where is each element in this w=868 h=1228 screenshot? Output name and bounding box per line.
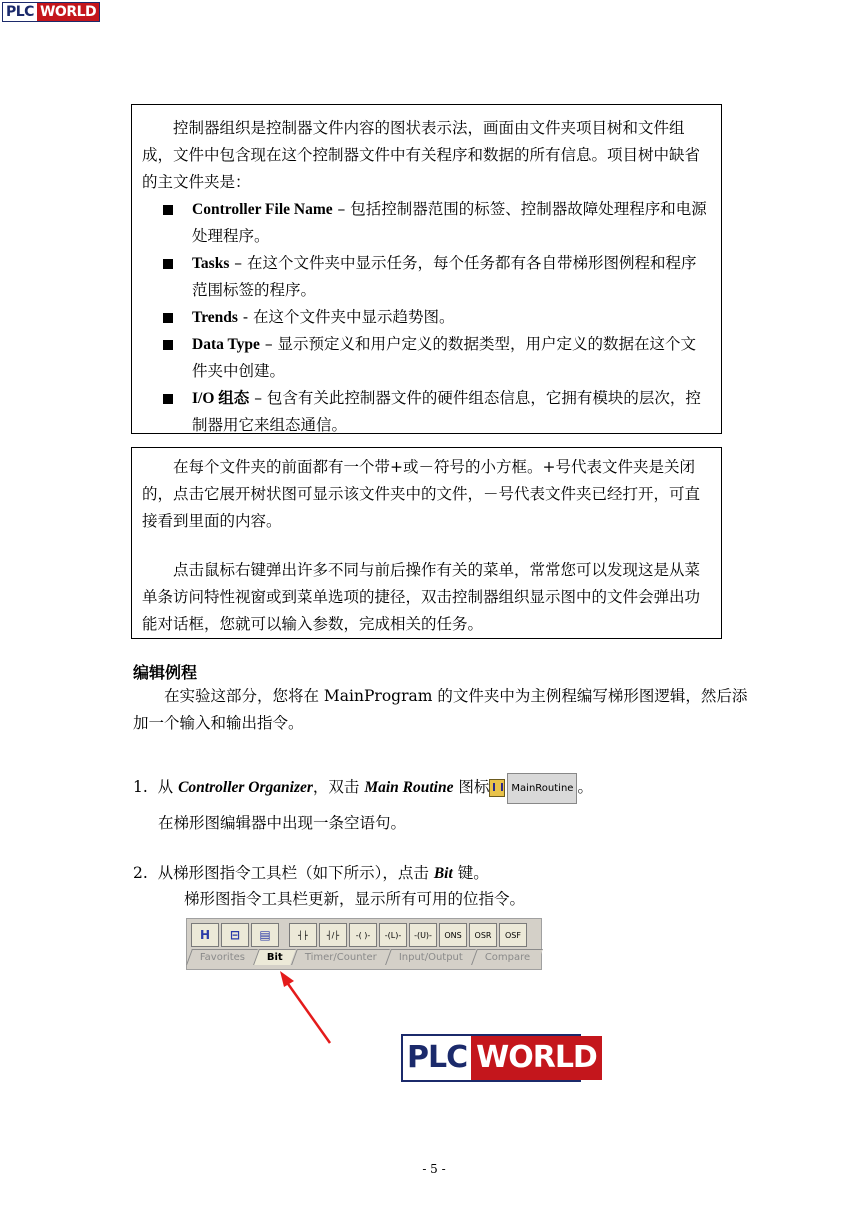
toolbar-button[interactable]: -(L)- — [379, 923, 407, 947]
bullet-text: 在这个文件夹中显示趋势图。 — [253, 308, 455, 326]
step1-number: 1. — [133, 778, 148, 796]
main-routine-icon-label: MainRoutine — [507, 773, 577, 804]
step1-post: 图标 — [453, 778, 490, 796]
box2-para1: 在每个文件夹的前面都有一个带+或－符号的小方框。+号代表文件夹是关闭的，点击它展开树状图可显示该文件夹中的文件，－号代表文件夹已经打开，可直接看到里面的内容。 — [142, 458, 701, 530]
section-intro: 在实验这部分，您将在 MainProgram 的文件夹中为主例程编写梯形图逻辑，然后添加一个输入和输出指令。 — [133, 687, 748, 732]
toolbar-tabs — [189, 949, 541, 965]
toolbar-button[interactable]: -( )- — [349, 923, 377, 947]
main-routine-term: Main Routine — [364, 779, 454, 796]
bullet-item — [142, 250, 711, 304]
step2-result: 梯形图指令工具栏更新，显示所有可用的位指令。 — [184, 890, 526, 908]
bit-term: Bit — [433, 865, 453, 882]
step1-mid: ，双击 — [312, 778, 365, 796]
toolbar-button-row — [191, 923, 527, 947]
step1-line — [133, 774, 593, 801]
toolbar-tab[interactable] — [186, 949, 258, 965]
toolbar-tab[interactable] — [385, 949, 476, 965]
bullet-sep: – — [259, 335, 278, 353]
step1-end: 。 — [577, 778, 593, 796]
toolbar-tab-label: Timer/Counter — [304, 952, 377, 963]
toolbar-button[interactable]: ONS — [439, 923, 467, 947]
step2-number: 2. — [133, 864, 148, 882]
step2-post: 键。 — [452, 864, 489, 882]
bullet-sep: – — [229, 254, 247, 272]
bullet-item — [142, 304, 711, 331]
bullet-sep: - — [237, 308, 254, 326]
bullet-text: 包含有关此控制器文件的硬件组态信息，它拥有模块的层次，控制器用它来组态通信。 — [192, 389, 701, 434]
tips-box — [131, 447, 722, 639]
toolbar-button[interactable]: ┤/├ — [319, 923, 347, 947]
toolbar-tab-label: Bit — [266, 952, 283, 963]
toolbar-tab-label: Favorites — [199, 952, 245, 963]
bullet-square-icon — [163, 205, 173, 215]
toolbar-button[interactable]: ┤├ — [289, 923, 317, 947]
bullet-square-icon — [163, 313, 173, 323]
toolbar-button[interactable]: -(U)- — [409, 923, 437, 947]
logo-text-plc: PLC — [3, 3, 37, 21]
step2-line — [133, 860, 489, 887]
box1-intro: 控制器组织是控制器文件内容的图状表示法，画面由文件夹项目树和文件组成，文件中包含现在这个控制器文件中有关程序和数据的所有信息。项目树中缺省的主文件夹是： — [142, 119, 701, 191]
bullet-sep: – — [332, 200, 351, 218]
header-logo — [2, 2, 100, 22]
bullet-sep: – — [249, 389, 267, 407]
bullet-term: Controller File Name — [192, 201, 333, 218]
toolbar-button[interactable]: OSR — [469, 923, 497, 947]
bullet-square-icon — [163, 394, 173, 404]
bullet-square-icon — [163, 259, 173, 269]
toolbar-button[interactable]: ▤ — [251, 923, 279, 947]
toolbar-button[interactable]: OSF — [499, 923, 527, 947]
red-arrow-icon — [270, 965, 340, 1050]
footer-logo — [401, 1034, 597, 1082]
step1-pre: 从 — [157, 778, 179, 796]
bullet-square-icon — [163, 340, 173, 350]
bullet-text: 包括控制器范围的标签、控制器故障处理程序和电源处理程序。 — [192, 200, 707, 245]
bullet-text: 显示预定义和用户定义的数据类型，用户定义的数据在这个文件夹中创建。 — [192, 335, 697, 380]
toolbar-tab-label: Input/Output — [398, 952, 463, 963]
ladder-instruction-toolbar — [186, 918, 542, 970]
controller-organizer-term: Controller Organizer — [178, 779, 313, 796]
bullet-term: Data Type — [192, 336, 260, 353]
bullet-item — [142, 196, 711, 250]
folder-description-box — [131, 104, 722, 434]
main-routine-icon[interactable] — [489, 778, 577, 798]
footer-logo-text-world: WORLD — [471, 1036, 602, 1080]
footer-logo-text-plc: PLC — [403, 1036, 471, 1080]
toolbar-tab-label: Compare — [484, 952, 531, 963]
step1-result: 在梯形图编辑器中出现一条空语句。 — [158, 814, 407, 832]
toolbar-button[interactable]: ⊟ — [221, 923, 249, 947]
bullet-item — [142, 331, 711, 385]
bullet-item — [142, 385, 711, 439]
bullet-list — [142, 196, 711, 439]
bullet-text: 在这个文件夹中显示任务，每个任务都有各自带梯形图例程和程序范围标签的程序。 — [192, 254, 697, 299]
ladder-routine-icon — [489, 779, 505, 797]
step2-pre: 从梯形图指令工具栏（如下所示），点击 — [157, 864, 434, 882]
section-heading: 编辑例程 — [133, 663, 198, 682]
page-number: - 5 - — [422, 1162, 446, 1176]
toolbar-tab[interactable] — [253, 949, 296, 965]
toolbar-tab[interactable] — [291, 949, 390, 965]
bullet-term: I/O 组态 — [192, 390, 250, 407]
box2-para2: 点击鼠标右键弹出许多不同与前后操作有关的菜单，常常您可以发现这是从菜单条访问特性视窗或到菜单选项的捷径，双击控制器组织显示图中的文件会弹出功能对话框，您就可以输入参数，完成相关的任务。 — [142, 561, 701, 633]
logo-text-world: WORLD — [37, 3, 99, 21]
toolbar-button[interactable]: H — [191, 923, 219, 947]
bullet-term: Trends — [192, 309, 238, 326]
bullet-term: Tasks — [192, 255, 230, 272]
toolbar-tab[interactable] — [471, 949, 543, 965]
